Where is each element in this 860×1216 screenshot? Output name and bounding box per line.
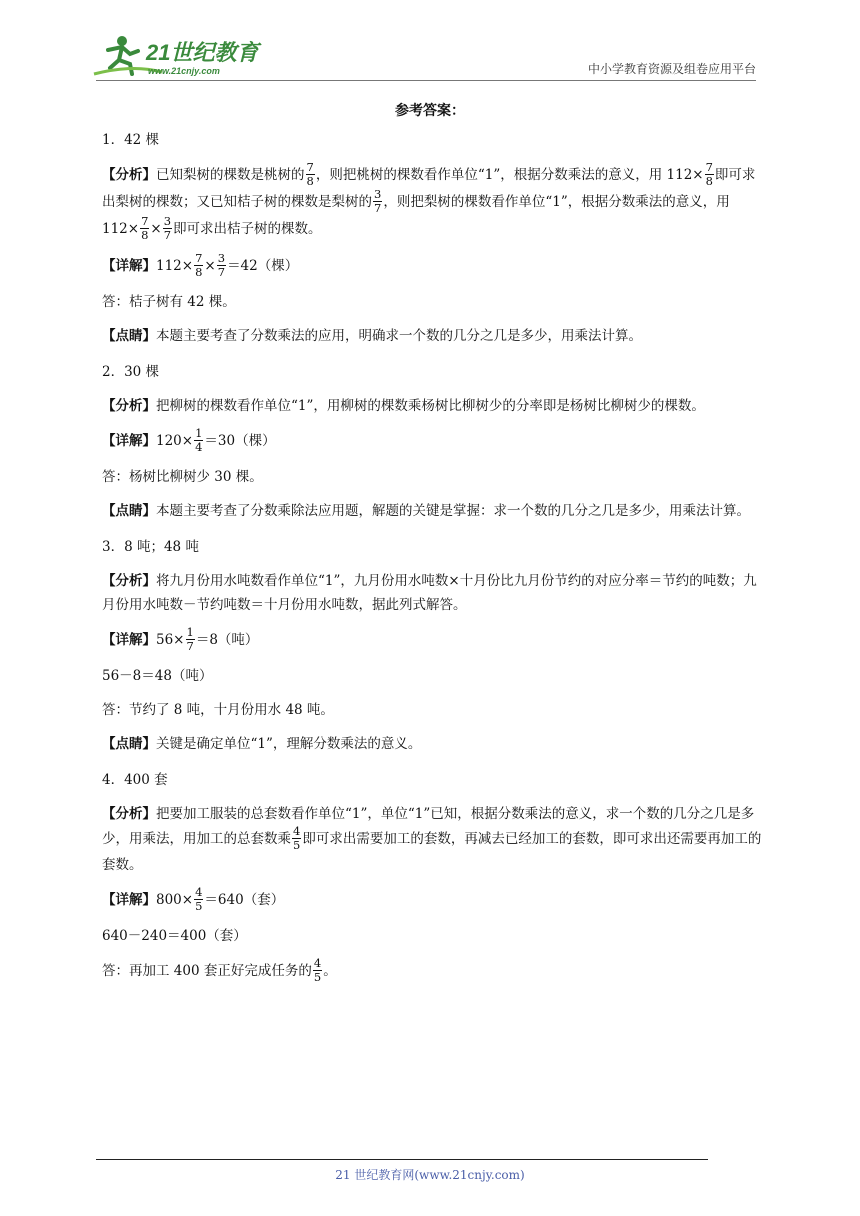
q1-analysis-text: 法的意义，用 112× — [102, 194, 730, 237]
fraction: $\frac{1}{4}$ — [195, 426, 203, 454]
comment-tag: 【点睛】 — [102, 736, 156, 752]
q2-analysis — [102, 390, 762, 424]
q1-comment-text: 本题主要考查了分数乘法的应用，明确求一个数的几分之几是多少，用乘法计算。 — [156, 328, 642, 344]
analysis-tag: 【分析】 — [102, 806, 156, 822]
analysis-tag: 【分析】 — [102, 167, 156, 183]
q1-analysis-text: 已知梨树的棵数是桃树的 — [156, 167, 305, 183]
q3-comment — [102, 728, 762, 762]
q2-detail-text: ＝30（棵） — [204, 433, 276, 449]
q2-comment — [102, 495, 762, 529]
q4-analysis — [102, 798, 762, 883]
fraction: $\frac{3}{7}$ — [163, 214, 172, 242]
platform-name: 中小学教育资源及组卷应用平台 — [587, 62, 756, 76]
q1-analysis-text: ，则把桃树的棵数看作单位“1”，根据分数乘法的意义，用 112× — [315, 167, 704, 183]
q4-detail-line2: 640－240＝400（套） — [102, 928, 247, 944]
fraction: $\frac{3}{7}$ — [374, 187, 382, 215]
detail-tag: 【详解】 — [102, 632, 156, 648]
fraction: $\frac{7}{8}$ — [195, 251, 203, 279]
logo-text: 21世纪教育 — [146, 40, 259, 65]
q3-detail-text: ＝8（吨） — [195, 632, 259, 648]
q1-analysis-text: 即可求出桔子树的棵数。 — [173, 221, 322, 237]
q2-comment-text: 本题主要考查了分数乘除法应用题，解题的关键是掌握：求一个数的几分之几是多少，用乘法计算。 — [156, 503, 750, 519]
q4-answer: 4．400 套 — [102, 772, 168, 788]
site-logo[interactable] — [92, 34, 262, 78]
fraction: $\frac{4}{5}$ — [195, 885, 203, 913]
footer-link[interactable]: 21 世纪教育网(www.21cnjy.com) — [335, 1168, 525, 1182]
q1-analysis-text: 即可求出梨树的棵数；又已知桔子树的棵数是梨树的 — [102, 167, 756, 210]
page-title: 参考答案： — [395, 103, 465, 119]
q3-analysis — [102, 565, 762, 623]
q4-detail — [102, 883, 762, 920]
fraction: $\frac{7}{8}$ — [306, 160, 314, 188]
q3-reply: 答：节约了 8 吨，十月份用水 48 吨。 — [102, 702, 334, 718]
q4-analysis-text: 即可求出需要加工的套数，再减去已经加工的套数，即可求出还需要再加工的套数。 — [102, 831, 762, 873]
answer-content — [102, 122, 762, 991]
q1-answer: 1．42 棵 — [102, 132, 160, 148]
q1-analysis-text: ，则把梨树的棵数看作单位“1”，根据分数乘 — [383, 194, 649, 210]
detail-tag: 【详解】 — [102, 258, 156, 274]
analysis-tag: 【分析】 — [102, 398, 156, 414]
q4-reply — [102, 954, 762, 991]
q3-answer: 3．8 吨；48 吨 — [102, 539, 199, 555]
q4-reply-text: 答：再加工 400 套正好完成任务的 — [102, 963, 312, 979]
q1-analysis-text: × — [150, 221, 162, 237]
q2-answer: 2．30 棵 — [102, 364, 160, 380]
q3-detail-line2: 56－8＝48（吨） — [102, 668, 213, 684]
fraction: $\frac{4}{5}$ — [293, 824, 301, 852]
q2-reply: 答：杨树比柳树少 30 棵。 — [102, 469, 263, 485]
page-header — [0, 0, 860, 90]
fraction: $\frac{1}{7}$ — [186, 625, 194, 653]
q3-detail-text: 56× — [156, 632, 185, 648]
fraction: $\frac{4}{5}$ — [313, 956, 322, 984]
q3-comment-text: 关键是确定单位“1”，理解分数乘法的意义。 — [156, 736, 422, 752]
fraction: $\frac{7}{8}$ — [705, 160, 713, 188]
fraction: $\frac{7}{8}$ — [141, 214, 149, 242]
q1-detail-text: × — [204, 258, 216, 274]
fraction: $\frac{3}{7}$ — [217, 251, 226, 279]
q4-analysis-text: 把要加工服装的总套数看作单位“1”，单位“1”已知，根据分数乘法的意义，求一个数的几分之几是多少，用乘法，用加工的总套数乘 — [102, 806, 755, 847]
comment-tag: 【点睛】 — [102, 328, 156, 344]
footer-divider — [96, 1159, 708, 1160]
logo-url: www.21cnjy.com — [148, 66, 220, 76]
analysis-tag: 【分析】 — [102, 573, 156, 589]
detail-tag: 【详解】 — [102, 433, 156, 449]
q2-analysis-text: 把柳树的棵数看作单位“1”，用柳树的棵数乘杨树比柳树少的分率即是杨树比柳树少的棵数。 — [156, 398, 705, 414]
q1-comment — [102, 320, 762, 354]
q2-detail-text: 120× — [156, 433, 194, 449]
q3-detail — [102, 623, 762, 660]
q4-reply-text: 。 — [323, 963, 337, 979]
runner-logo-icon — [92, 34, 262, 78]
q1-detail-text: 112× — [156, 258, 194, 274]
q1-reply: 答：桔子树有 42 棵。 — [102, 294, 236, 310]
comment-tag: 【点睛】 — [102, 503, 156, 519]
detail-tag: 【详解】 — [102, 892, 156, 908]
q1-detail — [102, 249, 762, 286]
q1-analysis — [102, 158, 762, 249]
q1-detail-text: ＝42（棵） — [227, 258, 299, 274]
q2-detail — [102, 424, 762, 461]
q4-detail-text: 800× — [156, 892, 194, 908]
header-divider — [96, 80, 756, 81]
q3-analysis-text: 将九月份用水吨数看作单位“1”，九月份用水吨数×十月份比九月份节约的对应分率＝节约的吨数；九月份用水吨数－节约吨数＝十月份用水吨数，据此列式解答。 — [102, 573, 757, 613]
q4-detail-text: ＝640（套） — [204, 892, 285, 908]
